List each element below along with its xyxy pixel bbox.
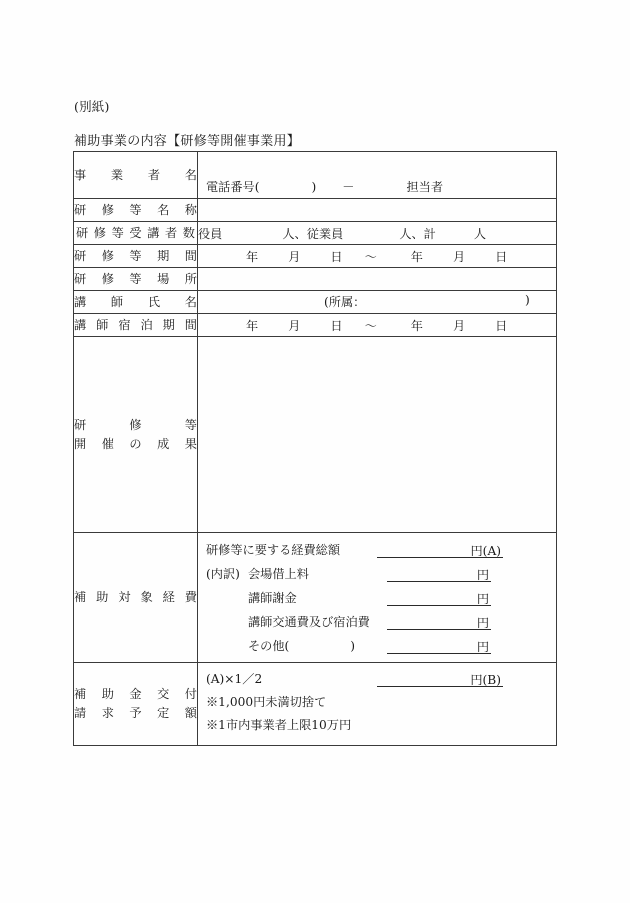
expense-total-label: 研修等に要する経費総額	[206, 543, 341, 557]
label-training-period: 研修等期間	[74, 245, 198, 268]
telephone-prefix: 電話番号(	[206, 180, 260, 194]
value-lecturer-name[interactable]	[198, 291, 557, 314]
table-row-training-period	[74, 245, 557, 268]
label-lecturer-stay-period: 講師宿泊期間	[74, 314, 198, 337]
expense-item-input-2[interactable]	[387, 612, 491, 630]
label-business-name: 事業者名	[74, 152, 198, 199]
table-row-results	[74, 337, 557, 533]
expense-item-unit-0: 円	[476, 567, 489, 582]
value-subsidy-request	[198, 663, 557, 746]
value-training-place[interactable]	[198, 268, 557, 291]
period-tilde: ～	[364, 249, 377, 264]
stay-tilde: ～	[364, 318, 377, 333]
expense-total-row	[198, 539, 556, 563]
expense-item-row	[198, 563, 556, 587]
employees-unit: 人、計	[399, 226, 436, 241]
stay-year-end: 年	[410, 318, 423, 333]
affiliation-open: (所属：	[324, 295, 366, 309]
breakdown-label: (内訳)	[206, 567, 240, 581]
stay-year-start: 年	[246, 318, 259, 333]
expense-item-name-2: 講師交通費及び宿泊費	[248, 615, 370, 629]
label-training-name: 研修等名称	[74, 199, 198, 222]
expense-item-input-0[interactable]	[387, 564, 491, 582]
subsidy-note-2: ※1市内事業者上限10万円	[206, 718, 352, 732]
subsidy-amount-input[interactable]	[377, 669, 503, 687]
telephone-line	[206, 178, 443, 195]
expense-item-unit-2: 円	[476, 615, 489, 630]
expense-item-input-1[interactable]	[387, 588, 491, 606]
officers-label: 役員	[198, 226, 223, 241]
subsidy-formula-row	[198, 668, 556, 691]
affiliation-close: )	[525, 293, 530, 307]
value-business-name[interactable]	[198, 152, 557, 199]
telephone-dash: －	[342, 180, 355, 194]
telephone-close-paren: )	[311, 180, 317, 194]
period-day-end: 日	[495, 249, 508, 264]
officers-unit: 人、従業員	[282, 226, 344, 241]
total-unit: 人	[473, 226, 487, 241]
period-year-end: 年	[410, 249, 423, 264]
period-month-start: 月	[288, 249, 301, 264]
table-row-lecturer-stay-period	[74, 314, 557, 337]
table-row-eligible-expenses	[74, 533, 557, 663]
expense-item-row	[198, 635, 556, 659]
subsidy-formula: (A)×1／2	[206, 672, 263, 686]
expense-item-unit-1: 円	[476, 591, 489, 606]
expense-item-unit-3: 円	[476, 639, 489, 654]
contact-person-label: 担当者	[406, 180, 444, 194]
label-results: 研修等 開催の成果	[74, 337, 198, 533]
value-participants[interactable]	[198, 222, 557, 245]
expense-item-name-1: 講師謝金	[248, 591, 297, 605]
table-row-lecturer-name	[74, 291, 557, 314]
expense-item-row	[198, 611, 556, 635]
period-year-start: 年	[246, 249, 259, 264]
table-row-training-place	[74, 268, 557, 291]
expense-total-input[interactable]	[377, 540, 503, 558]
page-title: 補助事業の内容【研修等開催事業用】	[74, 134, 301, 149]
label-subsidy-request: 補助金交付 請求予定額	[74, 663, 198, 746]
attachment-label: (別紙)	[74, 99, 110, 114]
stay-month-start: 月	[288, 318, 301, 333]
expense-total-unit: 円(A)	[470, 543, 501, 558]
value-lecturer-stay-period[interactable]	[198, 314, 557, 337]
expense-item-name-3[interactable]: その他( )	[248, 639, 356, 653]
table-row-training-name	[74, 199, 557, 222]
label-training-place: 研修等場所	[74, 268, 198, 291]
label-participants: 研修等受講者数	[74, 222, 198, 245]
value-training-name[interactable]	[198, 199, 557, 222]
subsidy-note-row	[198, 714, 556, 737]
subsidy-note-1: ※1,000円未満切捨て	[206, 695, 327, 709]
expense-item-input-3[interactable]	[387, 636, 491, 654]
period-day-start: 日	[330, 249, 343, 264]
period-month-end: 月	[452, 249, 466, 264]
expense-item-name-0: 会場借上料	[248, 567, 309, 581]
table-row-participants	[74, 222, 557, 245]
label-lecturer-name: 講師氏名	[74, 291, 198, 314]
value-training-period[interactable]	[198, 245, 557, 268]
label-eligible-expenses: 補助対象経費	[74, 533, 198, 663]
stay-day-start: 日	[330, 318, 343, 333]
subsidy-note-row	[198, 691, 556, 714]
expense-item-row	[198, 587, 556, 611]
subsidy-application-form-table	[73, 151, 557, 746]
table-row-subsidy-request	[74, 663, 557, 746]
table-row-business-name	[74, 152, 557, 199]
stay-month-end: 月	[452, 318, 466, 333]
subsidy-amount-unit: 円(B)	[470, 672, 501, 687]
stay-day-end: 日	[495, 318, 508, 333]
value-eligible-expenses	[198, 533, 557, 663]
value-results[interactable]	[198, 337, 557, 533]
